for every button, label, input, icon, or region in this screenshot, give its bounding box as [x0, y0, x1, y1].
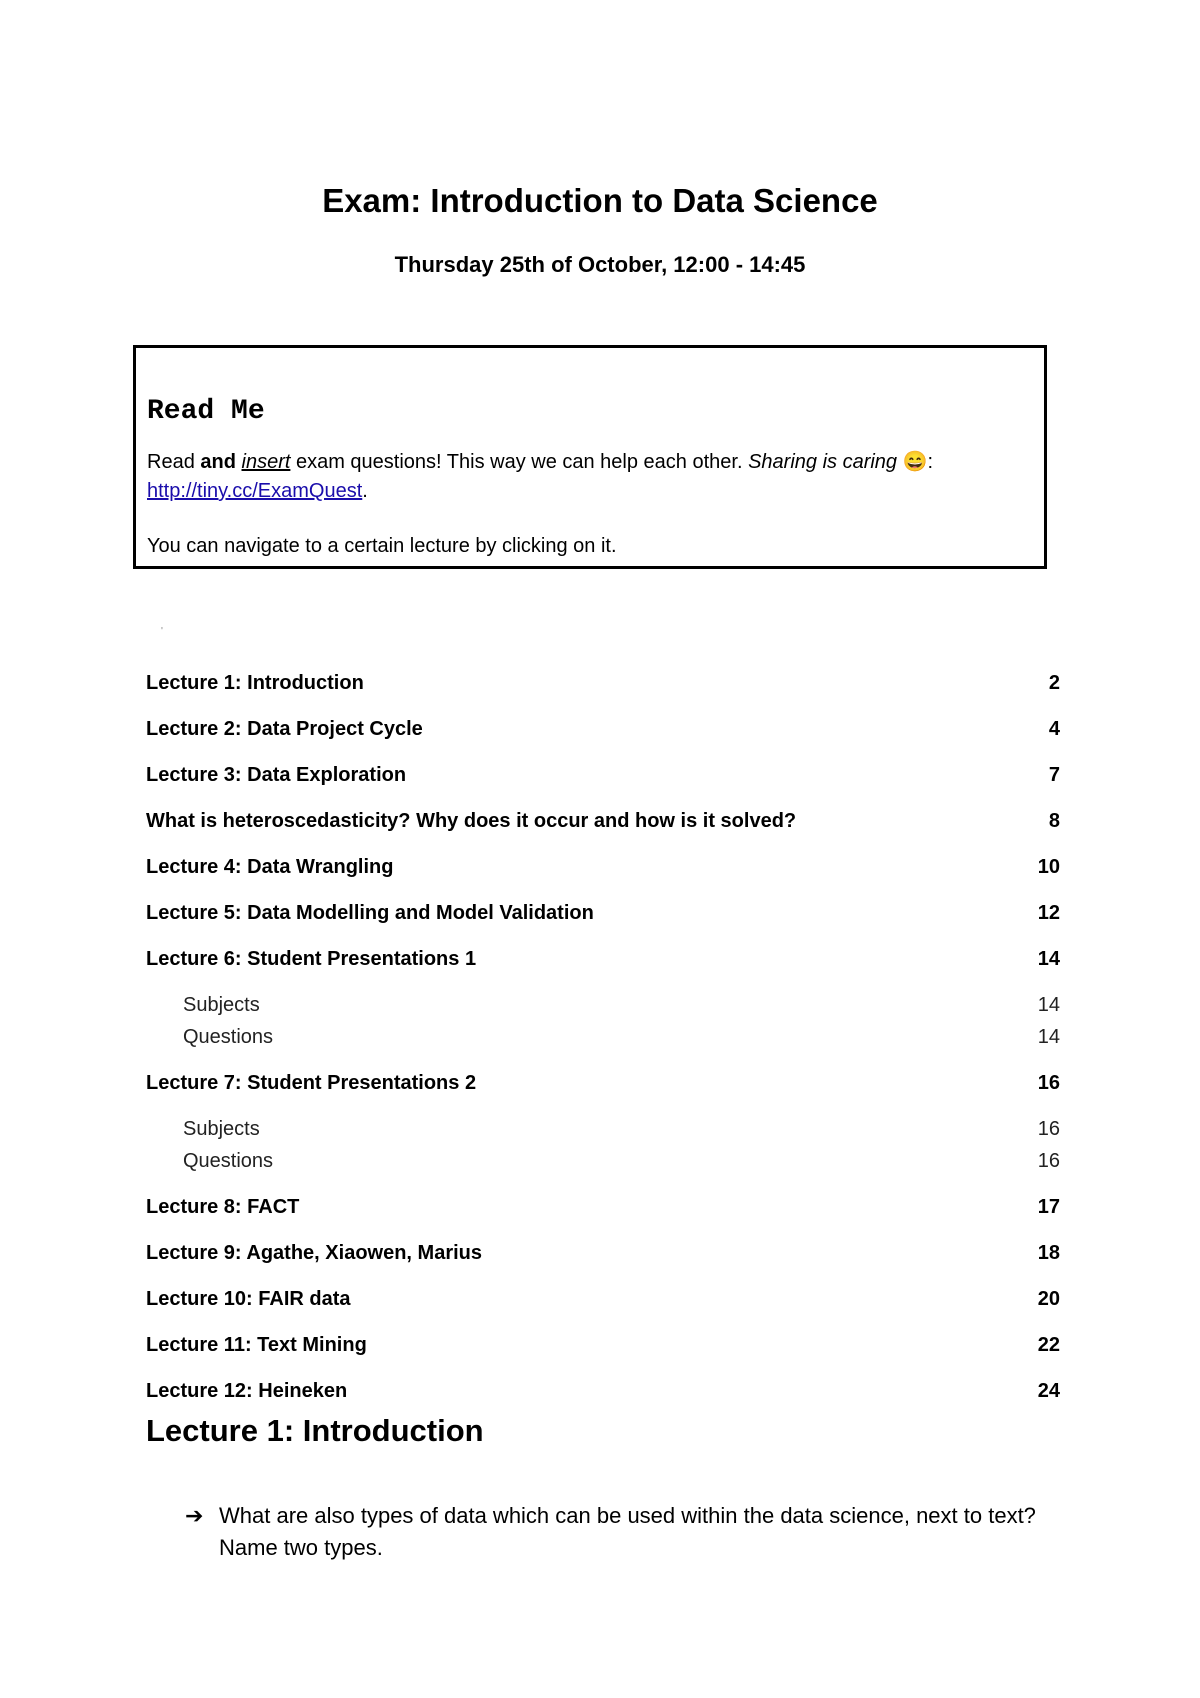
toc-entry-label: Lecture 4: Data Wrangling [146, 856, 394, 878]
toc-entry-label: Lecture 2: Data Project Cycle [146, 718, 423, 740]
readme-heading: Read Me [147, 396, 265, 427]
document-subtitle: Thursday 25th of October, 12:00 - 14:45 [394, 252, 806, 277]
toc-entry[interactable] [146, 902, 1060, 948]
toc-entry-label: Lecture 6: Student Presentations 1 [146, 948, 477, 970]
readme-text-rest: exam questions! This way we can help each other. [290, 451, 749, 473]
toc-entry-page: 16 [1037, 1118, 1060, 1140]
readme-instructions [147, 448, 1037, 506]
toc-entry-label: Lecture 12: Heineken [146, 1380, 348, 1402]
toc-entry[interactable] [146, 764, 1060, 810]
toc-entry-page: 14 [1037, 1026, 1060, 1048]
smile-emoji-icon: 😄: [897, 451, 934, 473]
toc-entry[interactable] [146, 856, 1060, 902]
toc-entry[interactable] [146, 1242, 1060, 1288]
toc-entry[interactable] [146, 948, 1060, 994]
readme-text-sharing: Sharing is caring [748, 451, 898, 473]
readme-text-read: Read [147, 451, 201, 473]
toc-subentry[interactable] [146, 1150, 1060, 1196]
question-text: What are also types of data which can be used within the data science, next to text? Name two types. [219, 1503, 1036, 1560]
toc-entry-page: 12 [1037, 902, 1060, 924]
toc-entry[interactable] [146, 1196, 1060, 1242]
toc-subentry[interactable] [146, 1118, 1060, 1150]
toc-entry-page: 14 [1037, 948, 1060, 970]
toc-entry-label: Lecture 3: Data Exploration [146, 764, 407, 786]
toc-entry-label: Lecture 9: Agathe, Xiaowen, Marius [146, 1242, 483, 1264]
toc-entry-page: 18 [1037, 1242, 1060, 1264]
toc-entry-label: Subjects [183, 1118, 260, 1140]
readme-navigate-note: You can navigate to a certain lecture by clicking on it. [147, 535, 617, 557]
toc-entry[interactable] [146, 1288, 1060, 1334]
toc-entry-label: Lecture 5: Data Modelling and Model Validation [146, 902, 594, 924]
toc-entry-page: 2 [1048, 672, 1060, 694]
exam-quest-link[interactable]: http://tiny.cc/ExamQuest [147, 480, 363, 502]
toc-entry-page: 14 [1037, 994, 1060, 1016]
toc-entry-page: 20 [1037, 1288, 1060, 1310]
toc-entry-page: 7 [1048, 764, 1060, 786]
section-heading: Lecture 1: Introduction [146, 1413, 484, 1448]
document-title: Exam: Introduction to Data Science [322, 182, 878, 219]
readme-text-insert: insert [241, 451, 291, 473]
toc-entry-label: Lecture 7: Student Presentations 2 [146, 1072, 477, 1094]
arrow-right-icon: ➔ [185, 1503, 204, 1528]
toc-entry-page: 22 [1037, 1334, 1060, 1356]
toc-entry-label: Subjects [183, 994, 260, 1016]
toc-entry[interactable] [146, 672, 1060, 718]
toc-entry-label: Lecture 10: FAIR data [146, 1288, 351, 1310]
toc-entry[interactable] [146, 718, 1060, 764]
toc-entry[interactable] [146, 1334, 1060, 1380]
toc-entry-label: Lecture 1: Introduction [146, 672, 364, 694]
toc-entry-page: 16 [1037, 1150, 1060, 1172]
readme-text-and: and [200, 451, 236, 473]
toc-entry-page: 10 [1037, 856, 1060, 878]
readme-link-suffix: . [362, 480, 368, 502]
toc-subentry[interactable] [146, 1026, 1060, 1072]
toc-entry-label: Questions [183, 1026, 274, 1048]
toc-entry-page: 4 [1048, 718, 1060, 740]
toc-entry-label: Questions [183, 1150, 274, 1172]
toc-entry-page: 8 [1048, 810, 1060, 832]
toc-entry-label: Lecture 8: FACT [146, 1196, 300, 1218]
toc-entry-page: 24 [1037, 1380, 1060, 1402]
toc-entry[interactable] [146, 1072, 1060, 1118]
toc-entry-label: What is heteroscedasticity? Why does it occur and how is it solved? [146, 810, 797, 832]
toc-entry-page: 16 [1037, 1072, 1060, 1094]
question-item [185, 1500, 1045, 1564]
toc-entry[interactable] [146, 810, 1060, 856]
toc-entry-label: Lecture 11: Text Mining [146, 1334, 367, 1356]
table-of-contents [146, 672, 1060, 1426]
toc-entry-page: 17 [1037, 1196, 1060, 1218]
toc-subentry[interactable] [146, 994, 1060, 1026]
readme-box [133, 345, 1047, 569]
stray-mark: ' [161, 626, 163, 637]
